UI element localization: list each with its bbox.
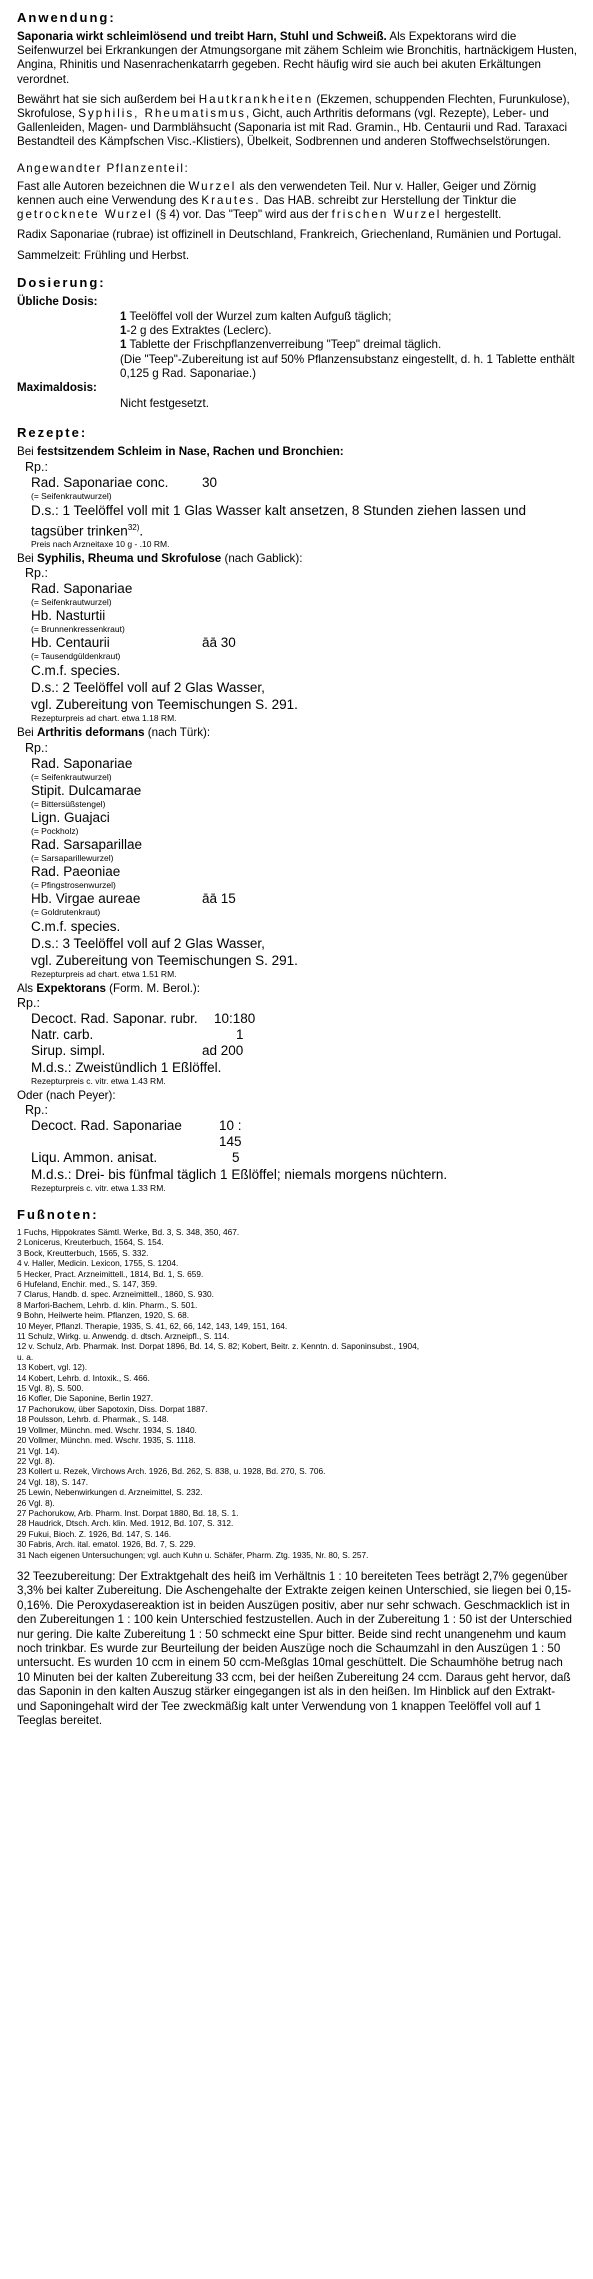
footnote-item: 5 Hecker, Pract. Arzneimittell., 1814, Bd. 1, S. 659. [17, 1268, 204, 1279]
footnote-item: 19 Vollmer, Münchn. med. Wschr. 1934, S. 1840. [17, 1424, 197, 1435]
footnote-item: 16 Kofler, Die Saponine, Berlin 1927. [17, 1393, 154, 1404]
signatur-ref: vgl. Zubereitung von Teemischungen S. 291. [31, 952, 298, 968]
text: Bei [17, 445, 37, 459]
recipe-title [17, 445, 577, 459]
emph-text: Syphilis, Rheumatismus [78, 107, 246, 121]
price-note: Rezepturpreis ad chart. etwa 1.51 RM. [31, 968, 177, 979]
ingredient-qty: 10 : [219, 1117, 242, 1133]
anwendung-paragraph-2 [17, 93, 577, 150]
footnote-item: 23 Kollert u. Rezek, Virchows Arch. 1926, Bd. 262, S. 838, u. 1928, Bd. 270, S. 706. [17, 1466, 326, 1477]
footnote-item: 12 v. Schulz, Arb. Pharmak. Inst. Dorpat 1896, Bd. 14, S. 82; Kobert, Beitr. z. Kenntn. d. Saponinsubst., 1904, [17, 1341, 420, 1352]
ingredient [31, 475, 577, 491]
signatur: D.s.: 3 Teelöffel voll auf 2 Glas Wasser, [31, 935, 265, 951]
recipe-title [17, 982, 577, 996]
cmf-line: C.m.f. species. [31, 918, 121, 934]
recipe-body [31, 581, 577, 723]
footnote-item: 1 Fuchs, Hippokrates Sämtl. Werke, Bd. 3, S. 348, 350, 467. [17, 1226, 240, 1237]
anwendung-lead: Saponaria wirkt schleimlösend und treibt Harn, Stuhl und Schweiß. [17, 30, 387, 43]
ingredient-name: Natr. carb. [31, 1026, 94, 1042]
recipe-title: Oder (nach Peyer): [17, 1088, 116, 1102]
text: . [139, 523, 144, 539]
text: Bewährt hat sie sich außerdem bei [17, 92, 199, 106]
ingredient [31, 635, 577, 651]
text: als den verwendeten Teil. Nur v. Haller, Geiger und Zörnig kennen auch eine Verwendung des [17, 179, 537, 208]
ingredient [31, 810, 577, 826]
recipe-title [17, 552, 577, 566]
ingredient-name: Decoct. Rad. Saponariae [31, 1117, 182, 1133]
ingredient-name: Stipit. Dulcamarae [31, 782, 142, 798]
footnote-item: 10 Meyer, Pflanzl. Therapie, 1935, S. 41, 62, 66, 142, 143, 149, 151, 164. [17, 1320, 288, 1331]
document-page [17, 10, 577, 1734]
signatur: M.d.s.: Zweistündlich 1 Eßlöffel. [31, 1059, 222, 1075]
signatur [31, 502, 577, 540]
ingredient-qty: 145 [219, 1133, 242, 1149]
footnote-32: 32 Teezubereitung: Der Extraktgehalt des heiß im Verhältnis 1 : 10 bereiteten Tees beträgt 2,7% gegenüber 3,3% bei kalter Zubereitung. Die Aschengehalte der Extrakte zeigen keinen Unterschied, sie liegen bei 0,15-0,16%. Die Peroxydasereaktion ist in beiden Auszügen positiv, aber nur sehr schwach. Geschmacklich ist in den Zubereitungen 1 : 100 kein Unterschied festzustellen. Auch in der Zubereitung 1 : 50 ist der Unterschied nur gering. Die kalte Zubereitung 1 : 50 schmeckt eine Spur bitter. Beide sind recht unangenehm und kaum noch trinkbar. Es wurde zur Beurteilung der beiden Auszüge noch die Schaumzahl in den Auszügen 1 : 50 untersucht. Es wurden 10 ccm in einem 50 ccm-Meßglas 10mal geschüttelt. Die Schaumhöhe betrug nach 10 Minuten bei der kalten Zubereitung 33 ccm, bei der heißen Zubereitung 24 ccm. Daraus geht hervor, daß das Saponin in den kalten Auszug stärker eingegangen ist als in den heißen. Im Hinblick auf den Extrakt- und Saponingehalt wird der Tee zweckmäßig kalt unter Verwendung von 1 knappen Teelöffel voll auf 1 Teeglas bereitet. [17, 1569, 572, 1728]
dosis-text: Tablette der Frischpflanzenverreibung "Teep" dreimal täglich. [126, 338, 442, 352]
footnote-item: 14 Kobert, Lehrb. d. Intoxik., S. 466. [17, 1372, 150, 1383]
ingredient-note: (= Pockholz) [31, 825, 79, 836]
recipe-2 [17, 552, 577, 723]
ingredient [31, 864, 577, 880]
ingredient-qty: ad 200 [202, 1042, 244, 1058]
ingredient-name: Rad. Saponariae [31, 755, 133, 771]
ingredient-note: (= Bittersüßstengel) [31, 798, 106, 809]
footnote-list [17, 1227, 577, 1560]
text: Das HAB. schreibt zur Herstellung der Tinktur die [260, 194, 517, 208]
emph-text: Hautkrankheiten [198, 92, 314, 106]
text: Als [17, 981, 37, 995]
ingredient-name: Rad. Saponariae conc. [31, 474, 169, 490]
anwendung-text: Als Expektorans wird die Seifenwurzel bei Erkrankungen der Atmungsorgane mit zähem Schleim wie Bronchitis, hartnäckigem Husten, Angina, Rhinitis und Nasenrachenkatarrh gegeben. Recht häufig wird sie auch bei akuten Erkältungen verordnet. [17, 30, 577, 86]
pflanzenteil-paragraph-1 [17, 180, 577, 223]
text: Bei [17, 552, 37, 566]
text: (Form. M. Berol.): [105, 981, 200, 995]
dosis-line [120, 338, 577, 352]
ingredient [31, 608, 577, 624]
ingredient-name: Hb. Nasturtii [31, 608, 106, 624]
footnote-item: u. a. [17, 1351, 34, 1362]
ingredient-note: (= Pfingstrosenwurzel) [31, 879, 116, 890]
ingredient [31, 837, 577, 853]
ingredient-note: (= Sarsaparillewurzel) [31, 852, 114, 863]
footnote-item: 6 Hufeland, Enchir. med., S. 147, 359. [17, 1279, 158, 1290]
recipe-indication: Syphilis, Rheuma und Skrofulose [36, 552, 222, 566]
ingredient-name: Sirup. simpl. [31, 1042, 106, 1058]
ingredient-name: Liqu. Ammon. anisat. [31, 1149, 158, 1165]
signatur: M.d.s.: Drei- bis fünfmal täglich 1 Eßlöffel; niemals morgens nüchtern. [31, 1166, 448, 1182]
emph-text: frischen Wurzel [331, 208, 442, 222]
ingredient-qty: 5 [232, 1149, 240, 1165]
heading-rezepte: Rezepte: [17, 425, 88, 441]
ingredient [31, 1011, 577, 1027]
ingredient-note: (= Seifenkrautwurzel) [31, 771, 112, 782]
footnote-ref[interactable]: 32) [127, 522, 140, 532]
text: (nach Türk): [144, 726, 211, 740]
footnote-item: 27 Pachorukow, Arb. Pharm. Inst. Dorpat 1880, Bd. 18, S. 1. [17, 1507, 239, 1518]
recipe-3 [17, 726, 577, 978]
section-anwendung [17, 10, 577, 150]
ingredient-name: Hb. Virgae aureae [31, 890, 141, 906]
recipe-1 [17, 445, 577, 549]
heading-dosierung: Dosierung: [17, 274, 106, 290]
footnote-item: 18 Poulsson, Lehrb. d. Pharmak., S. 148. [17, 1414, 169, 1425]
pflanzenteil-paragraph-3: Sammelzeit: Frühling und Herbst. [17, 248, 190, 262]
footnote-item: 25 Lewin, Nebenwirkungen d. Arzneimittel, S. 232. [17, 1487, 203, 1498]
maxdosis-value: Nicht festgesetzt. [120, 397, 209, 411]
footnote-item: 2 Lonicerus, Kreuterbuch, 1564, S. 154. [17, 1237, 164, 1248]
ingredient-name: Rad. Saponariae [31, 581, 133, 597]
ingredient-note: (= Goldrutenkraut) [31, 906, 101, 917]
ingredient-note: (= Seifenkrautwurzel) [31, 597, 112, 608]
footnote-item: 20 Vollmer, Münchn. med. Wschr. 1935, S. 1118. [17, 1435, 196, 1446]
price-note: Rezepturpreis ad chart. etwa 1.18 RM. [31, 713, 177, 724]
maxdosis-label: Maximaldosis: [17, 381, 97, 395]
emph-text: Wurzel [188, 179, 237, 193]
rp-label: Rp.: [25, 1102, 48, 1117]
pflanzenteil-paragraph-2: Radix Saponariae (rubrae) ist offizinell in Deutschland, Frankreich, Griechenland, Rumänien und Portugal. [17, 228, 562, 242]
dosis-note: (Die "Teep"-Zubereitung ist auf 50% Pflanzensubstanz eingestellt, d. h. 1 Tablette enthält 0,125 g Rad. Saponariae.) [120, 352, 575, 380]
ingredient-name: Rad. Sarsaparillae [31, 836, 143, 852]
text: (§ 4) vor. Das "Teep" wird aus der [152, 208, 332, 222]
ingredient [31, 756, 577, 772]
footnote-item: 22 Vgl. 8). [17, 1455, 55, 1466]
heading-anwendung: Anwendung: [17, 10, 116, 25]
ingredient [31, 1043, 577, 1059]
footnote-item: 9 Bohn, Heilwerte heim. Pflanzen, 1920, S. 68. [17, 1310, 190, 1321]
ingredient-qty: āā 30 [202, 635, 236, 651]
heading-pflanzenteil: Angewandter Pflanzenteil: [17, 161, 190, 175]
recipe-body [31, 1011, 577, 1086]
heading-fussnoten: Fußnoten: [17, 1206, 99, 1222]
footnote-item: 3 Bock, Kreutterbuch, 1565, S. 332. [17, 1247, 149, 1258]
footnote-item: 26 Vgl. 8). [17, 1497, 55, 1508]
emph-text: Krautes. [201, 194, 261, 208]
ingredient-note: (= Seifenkrautwurzel) [31, 490, 112, 501]
text: D.s.: 1 Teelöffel voll mit 1 Glas Wasser kalt ansetzen, 8 Stunden ziehen lassen und tagsüber trinken [31, 502, 527, 539]
footnote-item: 7 Clarus, Handb. d. spec. Arzneimittell., 1860, S. 930. [17, 1289, 214, 1300]
emph-text: getrocknete Wurzel [17, 208, 153, 222]
ingredient-name: Rad. Paeoniae [31, 863, 121, 879]
section-fussnoten [17, 1207, 577, 1728]
footnote-item: 13 Kobert, vgl. 12). [17, 1362, 88, 1373]
recipe-indication: festsitzendem Schleim in Nase, Rachen und Bronchien: [36, 445, 344, 459]
ingredient [31, 891, 577, 907]
text: , Gicht, auch Arthritis deformans (vgl. Rezepte), Leber- und Gallenleiden, Magen- und Darmblähsucht (Saponaria ist mit Rad. Gramin., Hb. Centaurii und Rad. Taraxaci Bestandteil des Kämpfschen Visc.-Klistiers), Übelkeit, Sodbrennen und anderen Stoffwechselstörungen. [17, 107, 568, 149]
ingredient [31, 1118, 577, 1134]
ingredient [31, 1027, 577, 1043]
recipe-body [31, 1118, 577, 1193]
footnote-item: 15 Vgl. 8), S. 500. [17, 1383, 84, 1394]
ingredient-qty: āā 15 [202, 890, 236, 906]
recipe-4 [17, 982, 577, 1086]
footnote-item: 4 v. Haller, Medicin. Lexicon, 1755, S. 1204. [17, 1258, 179, 1269]
ingredient-qty: 10:180 [214, 1010, 256, 1026]
ingredient-qty-cont [31, 1134, 577, 1150]
rp-label: Rp.: [25, 740, 48, 755]
recipe-body [31, 475, 577, 550]
footnote-item: 29 Fukui, Bioch. Z. 1926, Bd. 147, S. 146. [17, 1528, 172, 1539]
text: (Ekzemen, schuppenden Flechten, Furunkulose), Skrofulose, [17, 92, 570, 121]
dosis-line [120, 324, 577, 338]
text: hergestellt. [441, 208, 502, 222]
dosis-text: -2 g des Extraktes (Leclerc). [126, 324, 272, 338]
recipe-5 [17, 1089, 577, 1193]
recipe-body [31, 756, 577, 979]
footnote-item: 17 Pachorukow, über Sapotoxin, Diss. Dorpat 1887. [17, 1403, 208, 1414]
dosis-line [120, 310, 577, 324]
section-rezepte [17, 425, 577, 1193]
text: (nach Gablick): [221, 552, 303, 566]
dosis-text: Teelöffel voll der Wurzel zum kalten Aufguß täglich; [126, 310, 392, 324]
ingredient-name: Lign. Guajaci [31, 809, 110, 825]
rp-label: Rp.: [25, 566, 48, 581]
footnote-item: 21 Vgl. 14). [17, 1445, 60, 1456]
text: Fast alle Autoren bezeichnen die [17, 179, 189, 193]
dosis-block [17, 310, 577, 381]
dosis-num: 1 [120, 310, 127, 324]
anwendung-paragraph-1 [17, 30, 577, 87]
signatur: D.s.: 2 Teelöffel voll auf 2 Glas Wasser, [31, 680, 265, 696]
dosis-label: Übliche Dosis: [17, 294, 98, 308]
footnote-item: 31 Nach eigenen Untersuchungen; vgl. auch Kuhn u. Schäfer, Pharm. Ztg. 1935, Nr. 80, S. 257. [17, 1549, 369, 1560]
ingredient [31, 581, 577, 597]
price-note: Preis nach Arzneitaxe 10 g - .10 RM. [31, 539, 170, 550]
ingredient-name: Hb. Centaurii [31, 635, 110, 651]
ingredient-qty: 1 [236, 1026, 244, 1042]
ingredient-qty: 30 [202, 474, 218, 490]
recipe-indication: Arthritis deformans [36, 726, 145, 740]
recipe-indication: Expektorans [36, 981, 106, 995]
footnote-item: 30 Fabris, Arch. ital. ematol. 1926, Bd. 7, S. 229. [17, 1539, 196, 1550]
ingredient [31, 783, 577, 799]
price-note: Rezepturpreis c. vitr. etwa 1.43 RM. [31, 1075, 166, 1086]
section-dosierung [17, 275, 577, 412]
cmf-line: C.m.f. species. [31, 663, 121, 679]
footnote-item: 28 Haudrick, Dtsch. Arch. klin. Med. 1912, Bd. 107, S. 312. [17, 1518, 234, 1529]
ingredient-name: Decoct. Rad. Saponar. rubr. [31, 1010, 198, 1026]
rp-label: Rp.: [17, 995, 40, 1010]
ingredient-note: (= Brunnenkressenkraut) [31, 624, 125, 635]
ingredient [31, 1150, 577, 1166]
footnote-item: 24 Vgl. 18), S. 147. [17, 1476, 89, 1487]
price-note: Rezepturpreis c. vitr. etwa 1.33 RM. [31, 1182, 166, 1193]
signatur-ref: vgl. Zubereitung von Teemischungen S. 291. [31, 697, 298, 713]
text: Bei [17, 726, 37, 740]
dosis-num: 1 [120, 338, 127, 352]
recipe-title [17, 726, 577, 740]
footnote-item: 11 Schulz, Wirkg. u. Anwendg. d. dtsch. Arzneipfl., S. 114. [17, 1331, 230, 1342]
dosis-num: 1 [120, 324, 127, 338]
footnote-item: 8 Marfori-Bachem, Lehrb. d. klin. Pharm., S. 501. [17, 1299, 198, 1310]
rp-label: Rp.: [25, 459, 48, 474]
section-pflanzenteil [17, 162, 577, 263]
ingredient-note: (= Tausendgüldenkraut) [31, 651, 121, 662]
